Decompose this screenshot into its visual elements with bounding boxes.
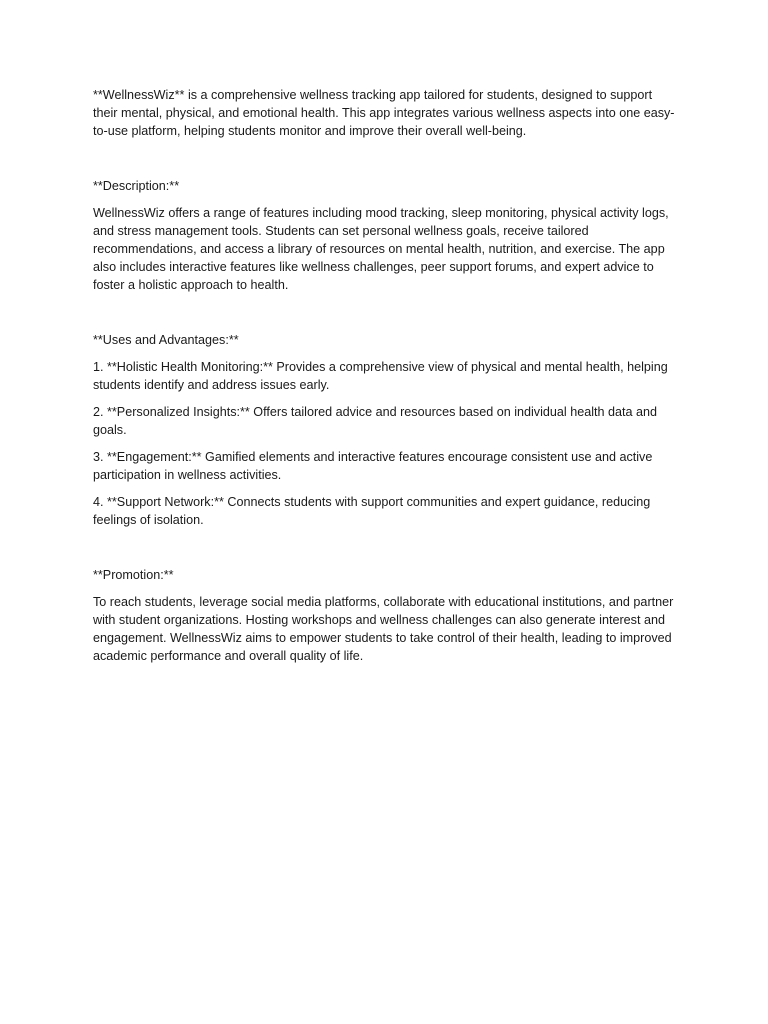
uses-item-2: 2. **Personalized Insights:** Offers tailored advice and resources based on individual health data and goals. (93, 405, 658, 437)
uses-heading: **Uses and Advantages:** (93, 333, 239, 347)
uses-item-4: 4. **Support Network:** Connects students with support communities and expert guidance, reducing feelings of isolation. (93, 495, 651, 527)
uses-item-1: 1. **Holistic Health Monitoring:** Provides a comprehensive view of physical and mental health, helping students identify and address issues early. (93, 360, 668, 392)
promotion-paragraph: To reach students, leverage social media platforms, collaborate with educational institutions, and partner with student organizations. Hosting workshops and wellness challenges can also generate interest and engagement. WellnessWiz aims to empower students to take control of their health, leading to improved academic performance and overall quality of life. (93, 595, 674, 663)
description-paragraph: WellnessWiz offers a range of features including mood tracking, sleep monitoring, physical activity logs, and stress management tools. Students can set personal wellness goals, receive tailored recommendations, and access a library of resources on mental health, nutrition, and exercise. The app also includes interactive features like wellness challenges, peer support forums, and expert advice to foster a holistic approach to health. (93, 206, 669, 292)
intro-paragraph: **WellnessWiz** is a comprehensive wellness tracking app tailored for students, designed to support their mental, physical, and emotional health. This app integrates various wellness aspects into one easy-to-use platform, helping students monitor and improve their overall well-being. (93, 88, 675, 138)
promotion-heading: **Promotion:** (93, 568, 174, 582)
document-body (93, 86, 677, 665)
uses-item-3: 3. **Engagement:** Gamified elements and interactive features encourage consistent use and active participation in wellness activities. (93, 450, 653, 482)
description-heading: **Description:** (93, 179, 180, 193)
